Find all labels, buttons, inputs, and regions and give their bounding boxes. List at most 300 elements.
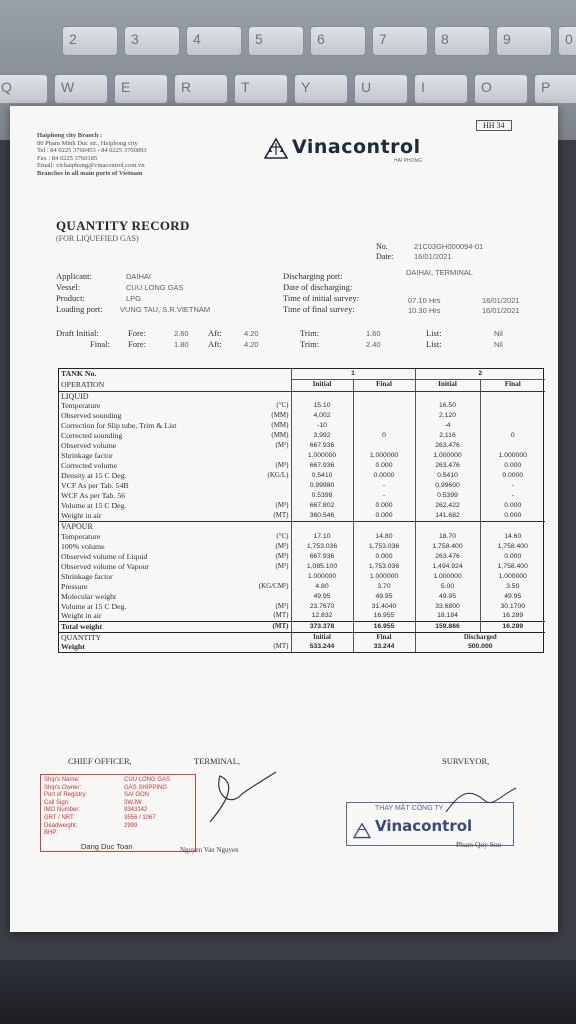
info-value-1: CUU LONG GAS — [126, 283, 184, 292]
cell-value — [415, 391, 480, 401]
stamp-field: GRT / NRT: — [44, 814, 75, 821]
table-row — [59, 531, 545, 541]
stamp-row — [44, 830, 192, 838]
date-discharging-label: Date of discharging: — [283, 282, 353, 292]
operation-label: OPERATION — [59, 379, 217, 391]
cell-value: 1,753.036 — [353, 561, 415, 571]
draft-fore-label-2: Fore: — [128, 339, 146, 349]
table-row — [59, 571, 545, 581]
initial-survey-time: 07.10 Hrs — [408, 296, 441, 305]
weight-final: 33.244 — [353, 642, 415, 652]
tank-table — [58, 368, 544, 653]
cell-value: 141.682 — [415, 511, 480, 521]
weight-unit: (MT) — [273, 642, 289, 651]
row-label: Density at 15 C Deg. — [61, 471, 127, 481]
table-row — [59, 611, 545, 621]
cell-value: 0.000 — [480, 461, 545, 471]
branch-line-1: Haiphong city Branch : — [37, 132, 103, 139]
row-label: Pressure — [61, 581, 88, 591]
row-label: Temperature — [61, 531, 101, 541]
cell-value — [480, 521, 545, 531]
tank-1-final-header: Final — [353, 379, 415, 391]
row-label: Weight in air — [61, 611, 102, 621]
stamp-value: 3WJW — [124, 799, 142, 806]
stamp-field: Deadweight: — [44, 822, 78, 829]
surveyor-name: Pham Quy Son — [456, 840, 502, 849]
cell-value: 0.000 — [353, 501, 415, 511]
info-label-1: Vessel: — [56, 282, 81, 292]
cell-value: 5.00 — [415, 581, 480, 591]
table-row — [59, 521, 545, 531]
row-unit — [217, 481, 291, 491]
cell-value: 667.802 — [291, 501, 353, 511]
cell-value — [480, 401, 545, 411]
table-row — [59, 431, 545, 441]
logo-sub: HAI PHONG — [394, 158, 423, 164]
cell-value: 2,120 — [415, 411, 480, 421]
cell-value: -10 — [291, 421, 353, 431]
key-y: Y — [294, 74, 348, 104]
row-label: VCF As per Tab. 54B — [61, 481, 129, 491]
key-t: T — [234, 74, 288, 104]
key-7: 7 — [372, 26, 428, 56]
cell-value: 1.000000 — [480, 451, 545, 461]
row-unit: (MM) — [271, 421, 289, 430]
cell-value: 1.000000 — [291, 451, 353, 461]
cell-value — [353, 521, 415, 531]
key-p: P — [534, 74, 576, 104]
list-label-2: List: — [426, 339, 442, 349]
cell-value: 0.000 — [353, 461, 415, 471]
row-unit: (MT) — [217, 621, 291, 631]
tank-number-row — [59, 369, 545, 379]
cell-value: 1.000000 — [415, 451, 480, 461]
row-unit: (°C) — [276, 531, 289, 540]
cell-value: 1.000000 — [480, 571, 545, 581]
row-label: Observed volume of Liquid — [61, 551, 148, 561]
key-q: Q — [0, 74, 48, 104]
row-unit: (M³) — [275, 501, 289, 510]
cell-value: - — [480, 491, 545, 501]
draft-aft-label-2: Aft: — [208, 339, 222, 349]
cell-value — [353, 421, 415, 431]
cell-value — [353, 391, 415, 401]
cell-value: 16.50 — [415, 401, 480, 411]
table-row — [59, 551, 545, 561]
row-unit: (MT) — [273, 511, 289, 520]
stamp-field: Call Sign: — [44, 799, 70, 806]
row-label: Volume at 15 C Deg. — [61, 501, 127, 511]
table-row — [59, 581, 545, 591]
cell-value: 18.70 — [415, 531, 480, 541]
table-row — [59, 451, 545, 461]
draft-final-label: Final: — [90, 339, 110, 349]
cell-value: 0.5399 — [415, 491, 480, 501]
row-unit — [217, 451, 291, 461]
tank-no-label: TANK No. — [61, 369, 97, 379]
draft-final-aft: 4.20 — [244, 340, 259, 349]
cell-value: 4.80 — [291, 581, 353, 591]
row-unit — [217, 391, 291, 401]
surveyor-stamp-logo: Vinacontrol — [375, 817, 473, 835]
cell-value: 1,085.100 — [291, 561, 353, 571]
draft-fore-label-1: Fore: — [128, 328, 146, 338]
tank-2-final-header: Final — [480, 379, 545, 391]
row-unit: (MM) — [271, 411, 289, 420]
cell-value: 4,002 — [291, 411, 353, 421]
key-2: 2 — [62, 26, 118, 56]
row-unit: (M³) — [275, 461, 289, 470]
cell-value: 0.5410 — [415, 471, 480, 481]
key-u: U — [354, 74, 408, 104]
branch-line-5: Email: vichaiphong@vinacontrol.com.vn — [37, 162, 145, 169]
initial-survey-label: Time of initial survey: — [283, 293, 359, 303]
cell-value — [291, 391, 353, 401]
key-o: O — [474, 74, 528, 104]
table-row — [59, 501, 545, 511]
cell-value: 18.184 — [415, 611, 480, 621]
info-label-0: Applicant: — [56, 271, 92, 281]
form-code: HH 34 — [483, 121, 505, 130]
final-survey-label: Time of final survey: — [283, 304, 355, 314]
quantity-record-document — [10, 106, 558, 932]
tank-2-initial-header: Initial — [415, 379, 480, 391]
cell-value: 1,758.400 — [480, 541, 545, 551]
stamp-value: CUU LONG GAS — [124, 777, 171, 783]
tank-1-initial-header: Initial — [291, 379, 353, 391]
table-row — [59, 401, 545, 411]
table-row — [59, 561, 545, 571]
summary-initial-label: Initial — [291, 632, 353, 642]
cell-value: 263.476 — [415, 551, 480, 561]
row-label: Shrinkage factor — [61, 571, 113, 581]
cell-value: 14.80 — [353, 531, 415, 541]
branch-line-3: Tel : 84 0225 3760453 - 84 0225 3760893 — [37, 147, 147, 154]
cell-value: 30.1700 — [480, 601, 545, 611]
cell-value: 667.936 — [291, 551, 353, 561]
cell-value: 0 — [480, 431, 545, 441]
cell-value: 0 — [353, 431, 415, 441]
draft-initial-label: Draft Initial: — [56, 328, 99, 338]
row-label: Observed volume of Vapour — [61, 561, 149, 571]
table-row — [59, 621, 545, 631]
cell-value: 15.10 — [291, 401, 353, 411]
table-row — [59, 461, 545, 471]
chief-name: Dang Duc Toan — [81, 842, 133, 851]
trim-label-1: Trim: — [300, 328, 320, 338]
row-label: Molecular weight — [61, 591, 117, 601]
quantity-header-row — [59, 632, 545, 642]
cell-value: 0.5410 — [291, 471, 353, 481]
row-label: Volume at 15 C Deg. — [61, 601, 127, 611]
cell-value — [480, 411, 545, 421]
row-label: Observed volume — [61, 441, 117, 451]
row-label: Weight in air — [61, 511, 102, 521]
cell-value: 262.422 — [415, 501, 480, 511]
cell-value: 667.936 — [291, 441, 353, 451]
cell-value: 49.95 — [480, 591, 545, 601]
doc-date: 16/01/2021 — [414, 252, 452, 261]
chief-officer-label: CHIEF OFFICER, — [68, 756, 132, 766]
row-unit: (M³) — [275, 561, 289, 570]
table-row — [59, 481, 545, 491]
operation-header-row — [59, 379, 545, 391]
doc-number-label: No. — [376, 242, 388, 251]
cell-value: 1,758.400 — [480, 561, 545, 571]
cell-value: 0.0000 — [353, 471, 415, 481]
table-row — [59, 591, 545, 601]
info-label-2: Product: — [56, 293, 85, 303]
list-final: Nil — [494, 340, 503, 349]
key-8: 8 — [434, 26, 490, 56]
row-unit — [217, 571, 291, 581]
stamp-field: Ship's Owner: — [44, 784, 82, 791]
weight-discharged: 500.000 — [415, 642, 545, 652]
cell-value — [480, 391, 545, 401]
draft-initial-aft: 4.20 — [244, 329, 259, 338]
cell-value: 0.0000 — [480, 471, 545, 481]
cell-value: 31.4040 — [353, 601, 415, 611]
trim-initial: 1.60 — [366, 329, 381, 338]
logo-name: Vinacontrol — [292, 136, 421, 158]
branch-info — [37, 132, 147, 177]
key-4: 4 — [186, 26, 242, 56]
cell-value: 49.95 — [353, 591, 415, 601]
row-label: Shrinkage factor — [61, 451, 113, 461]
cell-value: 1.000000 — [353, 571, 415, 581]
surveyor-stamp-top: THAY MẶT CÔNG TY — [375, 805, 444, 812]
cell-value: 0.000 — [480, 501, 545, 511]
draft-final-fore: 1.80 — [174, 340, 189, 349]
row-label: VAPOUR — [59, 521, 217, 531]
discharging-port: DAIHAI, TERMINAL — [406, 268, 473, 277]
cell-value: 33.6800 — [415, 601, 480, 611]
cell-value — [353, 441, 415, 451]
doc-number: 21C03GH000094-01 — [414, 242, 484, 251]
laptop-edge — [0, 960, 576, 1024]
table-row — [59, 441, 545, 451]
summary-final-label: Final — [353, 632, 415, 642]
row-unit: (KG/L) — [267, 471, 289, 480]
weight-row — [59, 642, 545, 652]
cell-value: 0.000 — [353, 511, 415, 521]
weight-initial: 533.244 — [291, 642, 353, 652]
stamp-value: 3556 / 1067 — [124, 814, 156, 821]
cell-value: 1.000000 — [415, 571, 480, 581]
surveyor-label: SURVEYOR, — [442, 756, 490, 766]
cell-value — [480, 421, 545, 431]
list-initial: Nil — [494, 329, 503, 338]
cell-value: 14.60 — [480, 531, 545, 541]
table-row — [59, 511, 545, 521]
cell-value: 0.99980 — [291, 481, 353, 491]
vinacontrol-logo — [264, 136, 423, 164]
table-row — [59, 491, 545, 501]
stamp-row — [44, 792, 192, 800]
cell-value: 0.99600 — [415, 481, 480, 491]
quantity-label: QUANTITY — [59, 632, 217, 642]
stamp-row — [44, 815, 192, 823]
cell-value — [353, 401, 415, 411]
key-w: W — [54, 74, 108, 104]
tank-1-label: 1 — [291, 369, 415, 379]
table-row — [59, 421, 545, 431]
doc-date-label: Date: — [376, 252, 394, 261]
row-label: Correction for Slip tube, Trim & List — [61, 421, 177, 431]
final-survey-date: 16/01/2021 — [482, 306, 520, 315]
key-3: 3 — [124, 26, 180, 56]
terminal-signature — [190, 764, 280, 834]
row-unit: (KG/CM²) — [258, 581, 289, 590]
cell-value: 263.476 — [415, 461, 480, 471]
row-label: Corrected sounding — [61, 431, 123, 441]
row-label: Total weight — [59, 621, 217, 631]
draft-aft-label-1: Aft: — [208, 328, 222, 338]
row-label: LIQUID — [61, 391, 89, 401]
row-unit: (MM) — [271, 431, 289, 440]
row-unit — [217, 491, 291, 501]
cell-value: 3.70 — [353, 581, 415, 591]
info-label-3: Loading port: — [56, 304, 103, 314]
stamp-field: Ship's Name: — [44, 777, 80, 783]
cell-value: 16.289 — [480, 611, 545, 621]
table-row — [59, 411, 545, 421]
cell-value: 49.95 — [415, 591, 480, 601]
cell-value: 159.866 — [415, 621, 480, 631]
cell-value: 373.378 — [291, 621, 353, 631]
cell-value: 17.10 — [291, 531, 353, 541]
key-e: E — [114, 74, 168, 104]
key-0: 0 — [558, 26, 576, 56]
list-label-1: List: — [426, 328, 442, 338]
table-row — [59, 541, 545, 551]
cell-value: 3.50 — [480, 581, 545, 591]
stamp-field: BHP: — [44, 830, 59, 837]
key-5: 5 — [248, 26, 304, 56]
stamp-field: Port of Registry: — [44, 792, 88, 799]
cell-value: 16.955 — [353, 621, 415, 631]
row-unit: (M³) — [275, 601, 289, 610]
weight-label: Weight — [61, 642, 85, 652]
cell-value — [415, 521, 480, 531]
summary-discharged-label: Discharged — [415, 632, 545, 642]
cell-value: 2,116 — [415, 431, 480, 441]
row-unit — [217, 521, 291, 531]
cell-value: 1,494.924 — [415, 561, 480, 571]
cell-value: 23.7670 — [291, 601, 353, 611]
stamp-value: SAI GON — [124, 792, 150, 799]
key-9: 9 — [496, 26, 552, 56]
cell-value: 12.832 — [291, 611, 353, 621]
table-row — [59, 601, 545, 611]
page-title: QUANTITY RECORD — [56, 218, 190, 233]
surveyor-scales-icon — [353, 823, 371, 839]
row-unit: (MT) — [273, 611, 289, 620]
page-subtitle: (FOR LIQUEFIED GAS) — [56, 234, 139, 243]
trim-label-2: Trim: — [300, 339, 320, 349]
terminal-name: Nguyen Van Nguyen — [180, 846, 239, 854]
row-unit: (M³) — [275, 441, 289, 450]
cell-value: 49.95 — [291, 591, 353, 601]
row-label: Corrected volume — [61, 461, 118, 471]
cell-value: 667.936 — [291, 461, 353, 471]
row-label: Observed sounding — [61, 411, 122, 421]
trim-final: 2.40 — [366, 340, 381, 349]
initial-survey-date: 16/01/2021 — [482, 296, 520, 305]
cell-value: 360.546 — [291, 511, 353, 521]
cell-value: 1.000000 — [353, 451, 415, 461]
row-label: 100% volume — [61, 541, 105, 551]
table-row — [59, 471, 545, 481]
cell-value: 0.000 — [480, 511, 545, 521]
ship-stamp — [40, 774, 196, 852]
row-unit — [217, 591, 291, 601]
stamp-field: IMO Number: — [44, 807, 81, 814]
cell-value: 3,992 — [291, 431, 353, 441]
stamp-value: 2999 — [124, 822, 138, 829]
info-value-0: DAIHAI — [126, 272, 152, 281]
cell-value: 16.955 — [353, 611, 415, 621]
draft-initial-fore: 2.60 — [174, 329, 189, 338]
cell-value — [291, 521, 353, 531]
final-survey-time: 10.30 Hrs — [408, 306, 441, 315]
cell-value: 16.289 — [480, 621, 545, 631]
cell-value: 0.5399 — [291, 491, 353, 501]
stamp-value: GAS SHIPPING — [124, 784, 168, 791]
row-unit: (M³) — [275, 541, 289, 550]
row-unit: (M³) — [275, 551, 289, 560]
cell-value: 263.476 — [415, 441, 480, 451]
terminal-label: TERMINAL, — [194, 756, 241, 766]
key-r: R — [174, 74, 228, 104]
table-row — [59, 391, 545, 401]
cell-value — [353, 411, 415, 421]
cell-value: 1.000000 — [291, 571, 353, 581]
surveyor-signature — [440, 782, 520, 822]
info-value-2: LPG — [126, 294, 142, 303]
row-label: WCF As per Tab. 56 — [61, 491, 126, 501]
tank-2-label: 2 — [415, 369, 545, 379]
key-i: I — [414, 74, 468, 104]
form-code-box — [476, 120, 512, 131]
cell-value: 0.000 — [480, 551, 545, 561]
row-unit: (°C) — [276, 401, 289, 410]
stamp-row — [44, 777, 192, 785]
cell-value: 1,753.036 — [353, 541, 415, 551]
cell-value: -4 — [415, 421, 480, 431]
branch-line-4: Fax : 84 0225 3760185 — [37, 154, 98, 162]
stamp-row — [44, 785, 192, 793]
cell-value: - — [353, 481, 415, 491]
stamp-row — [44, 800, 192, 808]
branch-line-6: Branches in all main ports of Vietnam — [37, 169, 143, 177]
branch-line-2: 80 Pham Minh Duc str., Haiphong city — [37, 139, 138, 147]
cell-value: 0.000 — [353, 551, 415, 561]
cell-value: - — [480, 481, 545, 491]
scales-icon — [264, 138, 288, 160]
row-label: Temperature — [61, 401, 101, 411]
cell-value: 1,753.036 — [291, 541, 353, 551]
discharging-port-label: Discharging port: — [283, 271, 343, 281]
cell-value: 1,758.400 — [415, 541, 480, 551]
info-value-3: VUNG TAU, S.R.VIETNAM — [120, 305, 211, 314]
stamp-value: 9343142 — [124, 807, 148, 814]
stamp-row — [44, 823, 192, 831]
cell-value — [480, 441, 545, 451]
key-6: 6 — [310, 26, 366, 56]
cell-value: - — [353, 491, 415, 501]
stamp-row — [44, 807, 192, 815]
